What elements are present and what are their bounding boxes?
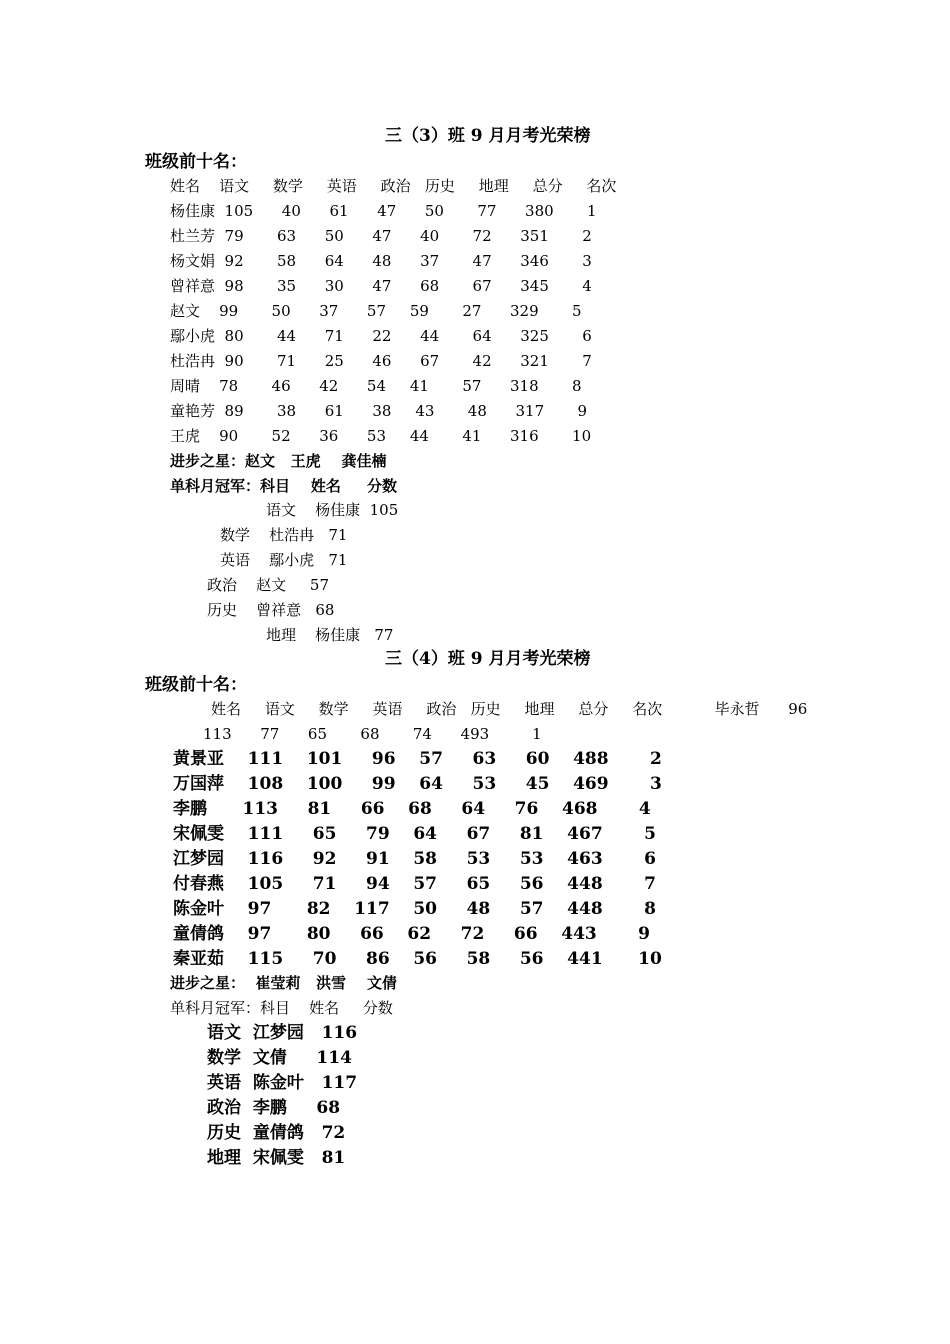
class4-row: 江梦园 116 92 91 58 53 53 463 6 — [173, 849, 656, 869]
class4-champion: 英语 陈金叶 117 — [207, 1073, 358, 1093]
class3-champion: 英语 鄢小虎 71 — [220, 551, 348, 569]
class4-row: 黄景亚 111 101 96 57 63 60 488 2 — [173, 749, 662, 769]
class4-row: 付春燕 105 71 94 57 65 56 448 7 — [173, 874, 656, 894]
class4-header-row: 姓名 语文 数学 英语 政治 历史 地理 总分 名次 毕永哲 96 — [211, 700, 808, 718]
class3-row: 杨佳康 105 40 61 47 50 77 380 1 — [170, 202, 597, 220]
class3-champion-heading: 单科月冠军：科目 姓名 分数 — [170, 477, 398, 495]
class4-champion: 语文 江梦园 116 — [207, 1023, 358, 1043]
class4-row: 万国萍 108 100 99 64 53 45 469 3 — [173, 774, 662, 794]
class4-title: 三（4）班 9 月月考光荣榜 — [385, 649, 591, 669]
class4-progress-star: 进步之星： 崔莹莉 洪雪 文倩 — [170, 974, 398, 992]
class3-champion: 语文 杨佳康 105 — [266, 501, 399, 519]
class3-title: 三（3）班 9 月月考光荣榜 — [385, 126, 591, 146]
class4-row: 宋佩雯 111 65 79 64 67 81 467 5 — [173, 824, 656, 844]
class3-row: 杜兰芳 79 63 50 47 40 72 351 2 — [170, 227, 592, 245]
class3-champion: 历史 曾祥意 68 — [207, 601, 335, 619]
class3-row: 曾祥意 98 35 30 47 68 67 345 4 — [170, 277, 592, 295]
class3-champion: 数学 杜浩冉 71 — [220, 526, 348, 544]
class3-row: 杜浩冉 90 71 25 46 67 42 321 7 — [170, 352, 592, 370]
class4-champion-heading: 单科月冠军：科目 姓名 分数 — [170, 999, 393, 1017]
class3-row: 鄢小虎 80 44 71 22 44 64 325 6 — [170, 327, 592, 345]
class4-champion: 历史 童倩鸽 72 — [207, 1123, 346, 1143]
class3-row: 王虎 90 52 36 53 44 41 316 10 — [170, 427, 592, 445]
class3-row: 童艳芳 89 38 61 38 43 48 317 9 — [170, 402, 588, 420]
class3-top-heading: 班级前十名： — [145, 152, 247, 172]
class4-champion: 政治 李鹏 68 — [207, 1098, 341, 1118]
class4-champion: 地理 宋佩雯 81 — [207, 1148, 346, 1168]
class4-row: 秦亚茹 115 70 86 56 58 56 441 10 — [173, 949, 662, 969]
class3-row: 杨文娟 92 58 64 48 37 47 346 3 — [170, 252, 592, 270]
class3-champion: 地理 杨佳康 77 — [266, 626, 394, 644]
class3-row: 周晴 78 46 42 54 41 57 318 8 — [170, 377, 582, 395]
class3-header-row: 姓名 语文 数学 英语 政治 历史 地理 总分 名次 — [170, 177, 617, 195]
class4-row: 陈金叶 97 82 117 50 48 57 448 8 — [173, 899, 656, 919]
class4-top-heading: 班级前十名： — [145, 675, 247, 695]
class3-progress-star: 进步之星：赵文 王虎 龚佳楠 — [170, 452, 387, 470]
class3-row: 赵文 99 50 37 57 59 27 329 5 — [170, 302, 582, 320]
class3-champion: 政治 赵文 57 — [207, 576, 329, 594]
class4-champion: 数学 文倩 114 — [207, 1048, 352, 1068]
class4-row: 李鹏 113 81 66 68 64 76 468 4 — [173, 799, 651, 819]
class4-header-wrap: 113 77 65 68 74 493 1 — [203, 725, 542, 743]
class4-row: 童倩鸽 97 80 66 62 72 66 443 9 — [173, 924, 650, 944]
